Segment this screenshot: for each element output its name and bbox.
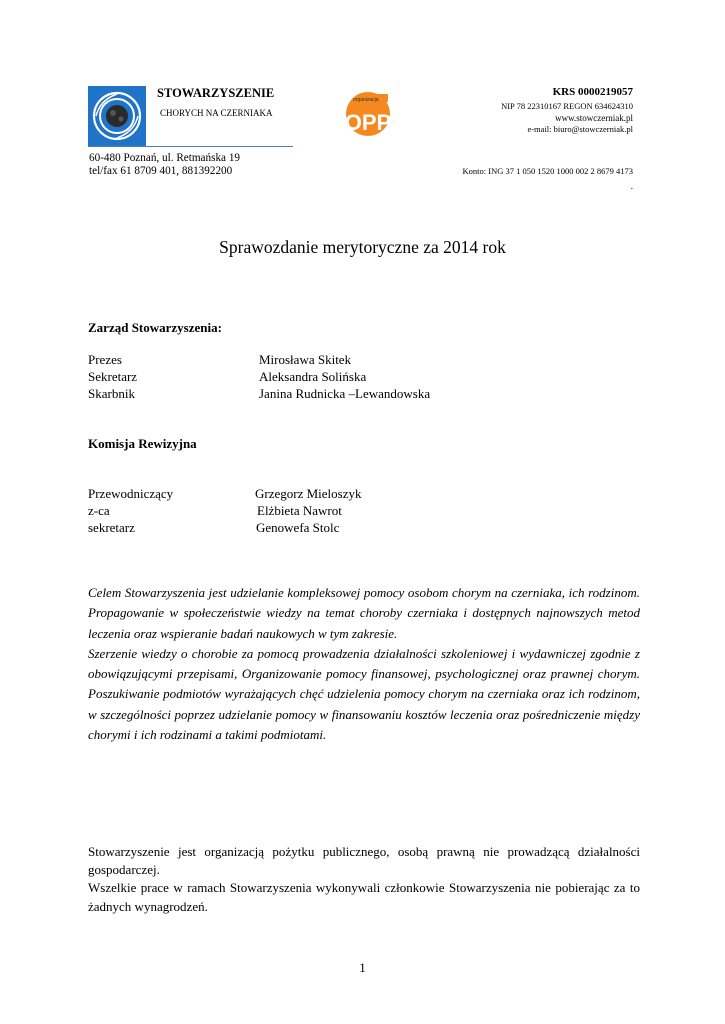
zarzad-role: Sekretarz bbox=[88, 369, 138, 384]
krs-number: KRS 0000219057 bbox=[552, 86, 633, 98]
zarzad-name: Janina Rudnicka –Lewandowska bbox=[259, 386, 431, 401]
opp-logo-icon bbox=[344, 88, 396, 138]
komisja-name: Genowefa Stolc bbox=[256, 520, 340, 535]
komisja-heading: Komisja Rewizyjna bbox=[88, 436, 197, 451]
organization-logo bbox=[88, 86, 146, 146]
status-paragraph: Stowarzyszenie jest organizacją pożytku publicznego, osobą prawną nie prowadzącą działalności gospodarczej. bbox=[88, 844, 640, 878]
status-section bbox=[88, 843, 640, 916]
address-line: 60-480 Poznań, ul. Retmańska 19 bbox=[89, 152, 241, 164]
email-link[interactable]: e-mail: biuro@stowczerniak.pl bbox=[527, 124, 633, 134]
svg-text:organizacja: organizacja bbox=[353, 97, 379, 103]
opp-logo bbox=[344, 88, 396, 138]
organization-subtitle: CHORYCH NA CZERNIAKA bbox=[160, 108, 273, 118]
komisja-role: z-ca bbox=[88, 503, 110, 518]
bank-account: Konto: ING 37 1 050 1520 1000 002 2 8679 4173 bbox=[462, 166, 633, 176]
header-divider bbox=[88, 146, 293, 147]
opp-logo-text: OPP bbox=[344, 110, 392, 135]
komisja-name: Grzegorz Mieloszyk bbox=[255, 486, 362, 501]
goals-paragraph: Celem Stowarzyszenia jest udzielanie kompleksowej pomocy osobom chorym na czerniaka, ich rodzinom. Propagowanie w społeczeństwie wiedzy na temat choroby czerniaka i dostępnych najnowszych metod leczenia oraz wspieranie badań naukowych w tym zakresie. bbox=[88, 585, 640, 641]
zarzad-heading: Zarząd Stowarzyszenia: bbox=[88, 320, 222, 335]
zarzad-role: Prezes bbox=[88, 352, 122, 367]
zarzad-name: Mirosława Skitek bbox=[259, 352, 352, 367]
website-link[interactable]: www.stowczerniak.pl bbox=[555, 113, 633, 123]
address-block bbox=[89, 152, 240, 178]
komisja-role: sekretarz bbox=[88, 520, 135, 535]
phone-line: tel/fax 61 8709 401, 881392200 bbox=[89, 165, 233, 177]
zarzad-role: Skarbnik bbox=[88, 386, 135, 401]
header-dot: . bbox=[630, 181, 633, 191]
status-paragraph: Wszelkie prace w ramach Stowarzyszenia wykonywali członkowie Stowarzyszenia nie pobierając za to żadnych wynagrodzeń. bbox=[88, 880, 640, 914]
goals-section bbox=[88, 583, 640, 745]
zarzad-name: Aleksandra Solińska bbox=[259, 369, 367, 384]
goals-paragraph: Szerzenie wiedzy o chorobie za pomocą prowadzenia działalności szkoleniowej i wydawniczej zgodnie z obowiązującymi przepisami, Organizowanie pomocy finansowej, psychologicznej oraz prawnej chorym. Poszukiwanie podmiotów wyrażających chęć udzielenia pomocy chorym na czerniaka oraz ich rodzinom, w szczególności poprzez udzielanie pomocy w finansowaniu kosztów leczenia oraz pośredniczenie między chorymi i ich rodzinami a takimi podmiotami. bbox=[88, 645, 640, 743]
page-number: 1 bbox=[359, 960, 366, 975]
komisja-role: Przewodniczący bbox=[88, 486, 174, 501]
organization-name: STOWARZYSZENIE bbox=[157, 86, 275, 100]
komisja-name: Elżbieta Nawrot bbox=[257, 503, 342, 518]
melanoma-cell-logo-icon bbox=[88, 86, 146, 146]
nip-regon: NIP 78 22310167 REGON 634624310 bbox=[501, 101, 633, 111]
page-title: Sprawozdanie merytoryczne za 2014 rok bbox=[219, 237, 506, 257]
